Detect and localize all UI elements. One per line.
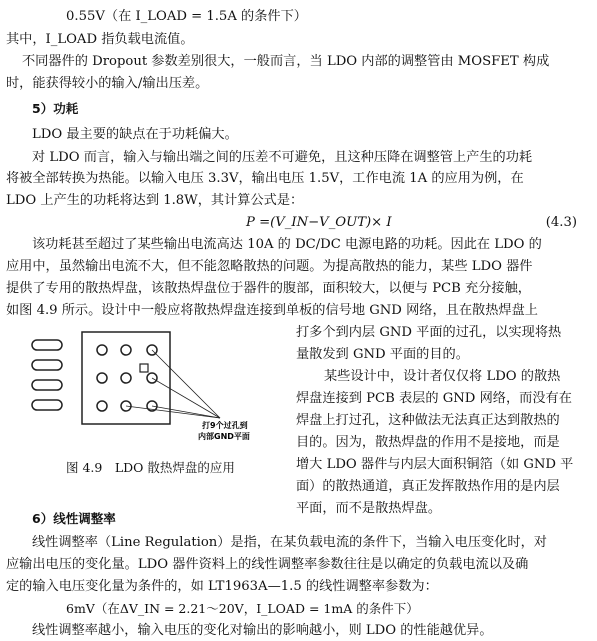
text-line: LDO 最主要的缺点在于功耗偏大。: [32, 127, 238, 142]
section-heading: 5）功耗: [32, 101, 79, 116]
text-line: 不同器件的 Dropout 参数差别很大，一般而言，当 LDO 内部的调整管由 MOSFET 构成: [22, 54, 550, 69]
text-line: 线性调整率（Line Regulation）是指，在某负载电流的条件下，当输入电压变化时，对: [32, 535, 547, 550]
text-line: 如图 4.9 所示。设计中一般应将散热焊盘连接到单板的信号地 GND 网络，且在散热焊盘上: [6, 303, 538, 318]
via: [121, 345, 131, 355]
text-line: 将被全部转换为热能。以输入电压 3.3V，输出电压 1.5V，工作电流 1A 的应用为例，在: [6, 171, 524, 186]
figure-illustration: [20, 330, 282, 450]
text-line: 增大 LDO 器件与内层大面积铜箔（如 GND 平: [296, 457, 574, 472]
pin-pad: [32, 380, 62, 390]
text-line: 应用中，虽然输出电流不大，但不能忽略散热的问题。为提高散热的能力，某些 LDO 器件: [6, 259, 533, 274]
text-line: 目的。因为，散热焊盘的作用不是接地，而是: [296, 435, 560, 450]
equation: P =(V_IN−V_OUT)× I: [246, 215, 392, 230]
pin-pad: [32, 360, 62, 370]
text-line: 某些设计中，设计者仅仅将 LDO 的散热: [324, 369, 561, 384]
via: [97, 373, 107, 383]
section-heading: 6）线性调整率: [32, 511, 116, 526]
via: [97, 345, 107, 355]
text-line: 时，能获得较小的输入/输出压差。: [6, 76, 209, 91]
pin1-marker: [140, 364, 148, 372]
figure-caption: 图 4.9 LDO 散热焊盘的应用: [66, 460, 235, 475]
text-line: 打多个到内层 GND 平面的过孔，以实现将热: [296, 325, 562, 340]
text-line: 对 LDO 而言，输入与输出端之间的压差不可避免，且这种压降在调整管上产生的功耗: [32, 150, 533, 165]
text-line: 6mV（在ΔV_IN = 2.21～20V，I_LOAD = 1mA 的条件下）: [66, 601, 419, 616]
text-line: 面）的散热通道，真正发挥散热作用的是内层: [296, 479, 560, 494]
text-line: LDO 上产生的功耗将达到 1.8W，其计算公式是：: [6, 193, 304, 208]
text-line: 焊盘上打过孔，这种做法无法真正达到散热的: [296, 413, 560, 428]
text-line: 定的输入电压变化量为条件的，如 LT1963A—1.5 的线性调整率参数为：: [6, 579, 438, 594]
equation-number: (4.3): [545, 215, 577, 230]
pin-pad: [32, 400, 62, 410]
text-line: 平面，而不是散热焊盘。: [296, 501, 442, 516]
text-line: 其中，I_LOAD 指负载电流值。: [6, 32, 194, 47]
text-line: 0.55V（在 I_LOAD = 1.5A 的条件下）: [66, 9, 307, 24]
text-line: 焊盘连接到 PCB 表层的 GND 网络，而没有在: [296, 391, 572, 406]
figure-label: 打9个过孔到: [202, 421, 248, 430]
text-line: 提供了专用的散热焊盘，该散热焊盘位于器件的腹部，面积较大，以便与 PCB 充分接触，: [6, 281, 531, 296]
text-line: 线性调整率越小，输入电压的变化对输出的影响越小，则 LDO 的性能越优异。: [32, 623, 493, 638]
text-line: 应输出电压的变化量。LDO 器件资料上的线性调整率参数往往是以确定的负载电流以及确: [6, 557, 529, 572]
text-line: 量散发到 GND 平面的目的。: [296, 347, 469, 362]
text-line: 该功耗甚至超过了某些输出电流高达 10A 的 DC/DC 电源电路的功耗。因此在 LDO 的: [32, 237, 542, 252]
figure-label: 内部GND平面: [198, 432, 250, 441]
pin-pad: [32, 340, 62, 350]
ldo-thermal-pad-figure: [20, 330, 282, 450]
via: [97, 401, 107, 411]
via: [121, 373, 131, 383]
